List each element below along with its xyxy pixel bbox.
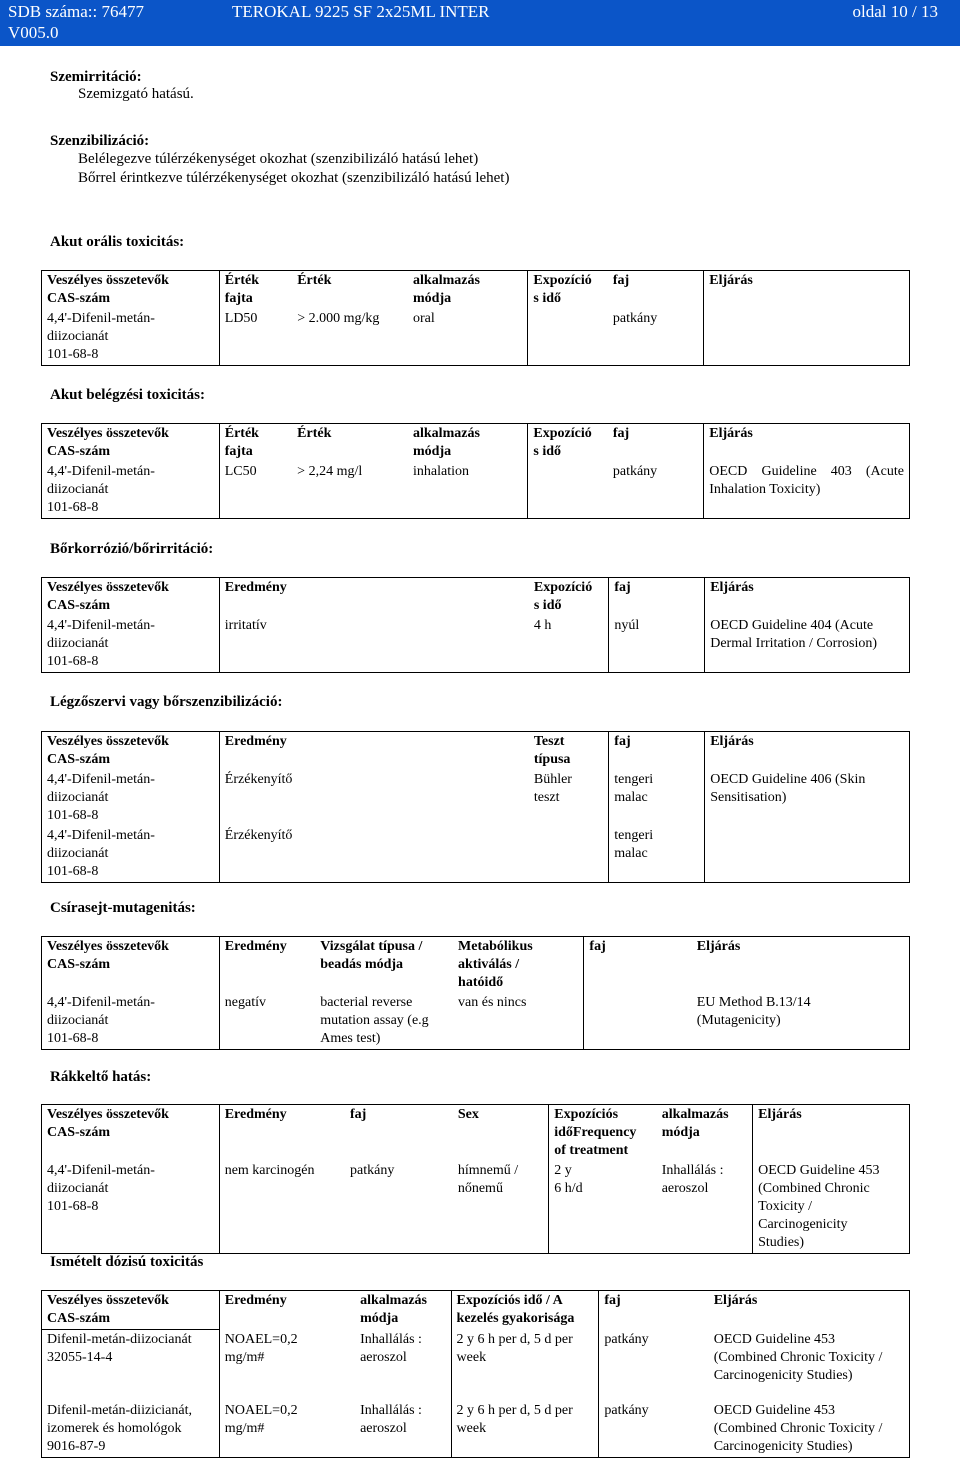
sensitization-table-heading: Légzőszervi vagy bőrszenzibilizáció: [50,694,283,710]
table-cell: Bühler teszt [529,770,609,826]
table-row [42,1161,910,1254]
table-cell: OECD Guideline 453 (Combined Chronic Toxicity / Carcinogenicity Studies) [713,1331,883,1383]
table-cell: OECD Guideline 453 (Combined Chronic Toxicity / Carcinogenicity Studies) [713,1402,883,1454]
carcinogenicity-heading: Rákkeltő hatás: [50,1069,152,1085]
column-header: Eredmény [224,1107,287,1122]
column-header: Vizsgálat típusa / beadás módja [320,939,423,972]
table-cell: negatív [224,995,266,1010]
column-header: Veszélyes összetevők CAS-szám [42,578,220,617]
column-header: alkalmazás módja [408,271,528,310]
table-header-row [42,271,910,310]
column-header: faj [350,1107,367,1122]
table-cell: OECD Guideline 403 (Acute Inhalation Toxicity) [709,464,904,497]
sensitization-line-1: Belélegezve túlérzékenységet okozhat (szenzibilizáló hatású lehet) [78,151,479,167]
table-row [42,1330,910,1386]
oral-toxicity-heading: Akut orális toxicitás: [50,234,185,250]
table-header-row [42,937,910,994]
column-header: Veszélyes összetevők CAS-szám [42,1291,220,1330]
sensitization-heading: Szenzibilizáció: [50,133,150,149]
column-header: Eredmény [224,734,287,749]
table-cell: patkány [608,309,704,366]
sensitization-table [41,731,910,883]
table-cell: 2 y 6 h/d [554,1163,583,1196]
column-header: Expozíció s idő [533,426,592,459]
table-cell [528,462,608,519]
table-cell [584,993,692,1050]
table-cell [704,309,910,366]
mutagenicity-heading: Csírasejt-mutagenitás: [50,900,196,916]
table-cell: OECD Guideline 406 (Skin Sensitisation) [710,772,866,805]
carcinogenicity-table [41,1104,910,1254]
column-header: faj [589,939,606,954]
column-header: Érték [297,273,332,288]
column-header: Eredmény [224,939,287,954]
column-header: Eredmény [224,580,287,595]
table-cell: 4,4'-Difenil-metán- diizocianát 101-68-8 [42,993,220,1050]
table-row [42,1386,910,1458]
product-name: TEROKAL 9225 SF 2x25ML INTER [232,2,490,21]
column-header: Érték fajta [224,273,259,306]
table-header-row [42,732,910,771]
skin-irritation-table [41,577,910,673]
table-cell: Difenil-metán-diizocianát 32055-14-4 [42,1330,220,1386]
table-cell: > 2,24 mg/l [297,464,363,479]
column-header: Eljárás [696,939,741,954]
table-cell: 4,4'-Difenil-metán- diizocianát 101-68-8 [42,1161,220,1254]
table-cell: patkány [350,1163,395,1178]
table-cell: 2 y 6 h per d, 5 d per week [451,1330,599,1386]
sensitization-line-2: Bőrrel érintkezve túlérzékenységet okozhat (szenzibilizáló hatású lehet) [78,170,510,186]
column-header: Expozíciós idő / A kezelés gyakorisága [451,1291,599,1330]
table-row [42,462,910,519]
table-row [42,616,910,673]
table-row [42,770,910,826]
table-cell: 4,4'-Difenil-metán- diizocianát 101-68-8 [42,616,220,673]
mutagenicity-table [41,936,910,1050]
table-cell: 4,4'-Difenil-metán- diizocianát 101-68-8 [42,462,220,519]
column-header: Veszélyes összetevők CAS-szám [42,424,220,463]
table-cell: 4,4'-Difenil-metán- diizocianát 101-68-8 [42,826,220,883]
column-header: Veszélyes összetevők CAS-szám [42,271,220,310]
table-cell: patkány [604,1402,649,1418]
column-header: Veszélyes összetevők CAS-szám [42,732,220,771]
oral-toxicity-table [41,270,910,366]
table-cell: patkány [608,462,704,519]
table-cell: bacterial reverse mutation assay (e.g Ames test) [320,995,429,1046]
table-row [42,826,910,883]
table-cell: Inhallálás : aeroszol [355,1330,451,1386]
table-cell [528,309,608,366]
skin-irritation-heading: Bőrkorrózió/bőrirritáció: [50,541,214,557]
table-cell: hímnemű / nőnemű [453,1161,549,1254]
column-header: Érték [297,426,332,441]
table-cell: NOAEL=0,2 mg/m# [224,1402,298,1436]
table-cell: patkány [604,1331,649,1347]
column-header: Eredmény [224,1293,287,1308]
column-header: Expozíció s idő [533,273,592,306]
table-cell: LD50 [224,311,258,326]
column-header: Eljárás [713,1293,758,1308]
table-cell: nyúl [609,616,705,673]
column-header: Expozíciós időFrequency of treatment [554,1107,637,1158]
sdb-number: SDB száma:: 76477 [8,2,144,21]
table-header-row [42,1291,910,1330]
table-cell: > 2.000 mg/kg [297,311,380,326]
column-header: Teszt típusa [529,732,609,771]
column-header: Eljárás [710,734,754,749]
column-header: alkalmazás módja [408,424,528,463]
table-cell [529,826,609,883]
table-cell: 4,4'-Difenil-metán- diizocianát 101-68-8 [42,770,220,826]
column-header: Érték fajta [224,426,259,459]
table-cell: LC50 [224,464,257,479]
table-cell: NOAEL=0,2 mg/m# [224,1331,298,1365]
eye-irritation-heading: Szemirritáció: [50,69,142,85]
repeated-dose-heading: Ismételt dózisú toxicitás [50,1254,204,1270]
table-cell: EU Method B.13/14 (Mutagenicity) [696,995,811,1028]
table-cell: OECD Guideline 453 (Combined Chronic Toxicity / Carcinogenicity Studies) [758,1163,880,1250]
column-header: Sex [453,1105,549,1162]
column-header: Expozíció s idő [529,578,609,617]
inhalation-toxicity-heading: Akut belégzési toxicitás: [50,387,205,403]
version: V005.0 [8,23,59,42]
table-cell: inhalation [408,462,528,519]
table-cell: Inhallálás : aeroszol [355,1386,451,1458]
column-header: alkalmazás módja [355,1291,451,1330]
table-cell: nem karcinogén [224,1163,315,1178]
page-header [0,0,960,46]
column-header: Metabólikus aktiválás / hatóidő [453,937,584,994]
inhalation-toxicity-table [41,423,910,519]
table-cell: Érzékenyítő [224,828,293,843]
column-header: Eljárás [710,580,754,595]
column-header: Eljárás [709,273,753,288]
column-header: faj [604,1293,621,1308]
column-header: Veszélyes összetevők CAS-szám [42,937,220,994]
column-header: Eljárás [758,1107,802,1122]
column-header: faj [609,732,705,771]
column-header: faj [608,424,704,463]
table-cell [705,826,910,883]
table-cell: van és nincs [453,993,584,1050]
table-cell: oral [408,309,528,366]
column-header: faj [609,578,705,617]
table-cell: 4 h [529,616,609,673]
column-header: faj [608,271,704,310]
table-cell: Inhallálás : aeroszol [657,1161,753,1254]
page-number: oldal 10 / 13 [852,2,938,21]
table-cell: 4,4'-Difenil-metán- diizocianát 101-68-8 [42,309,220,366]
table-cell: tengeri malac [609,770,705,826]
table-header-row [42,578,910,617]
column-header: Veszélyes összetevők CAS-szám [42,1105,220,1162]
table-header-row [42,424,910,463]
table-cell: 2 y 6 h per d, 5 d per week [451,1386,599,1458]
repeated-dose-table [41,1290,910,1458]
column-header: Eljárás [709,426,753,441]
table-cell: Érzékenyítő [224,772,293,787]
column-header: alkalmazás módja [657,1105,753,1162]
eye-irritation-text: Szemizgató hatású. [78,86,194,102]
table-row [42,993,910,1050]
table-row [42,309,910,366]
table-cell: Difenil-metán-diizicianát, izomerek és homológok 9016-87-9 [42,1386,220,1458]
table-cell: tengeri malac [609,826,705,883]
table-header-row [42,1105,910,1162]
table-cell: irritatív [224,618,267,633]
table-cell: OECD Guideline 404 (Acute Dermal Irritation / Corrosion) [710,618,877,651]
